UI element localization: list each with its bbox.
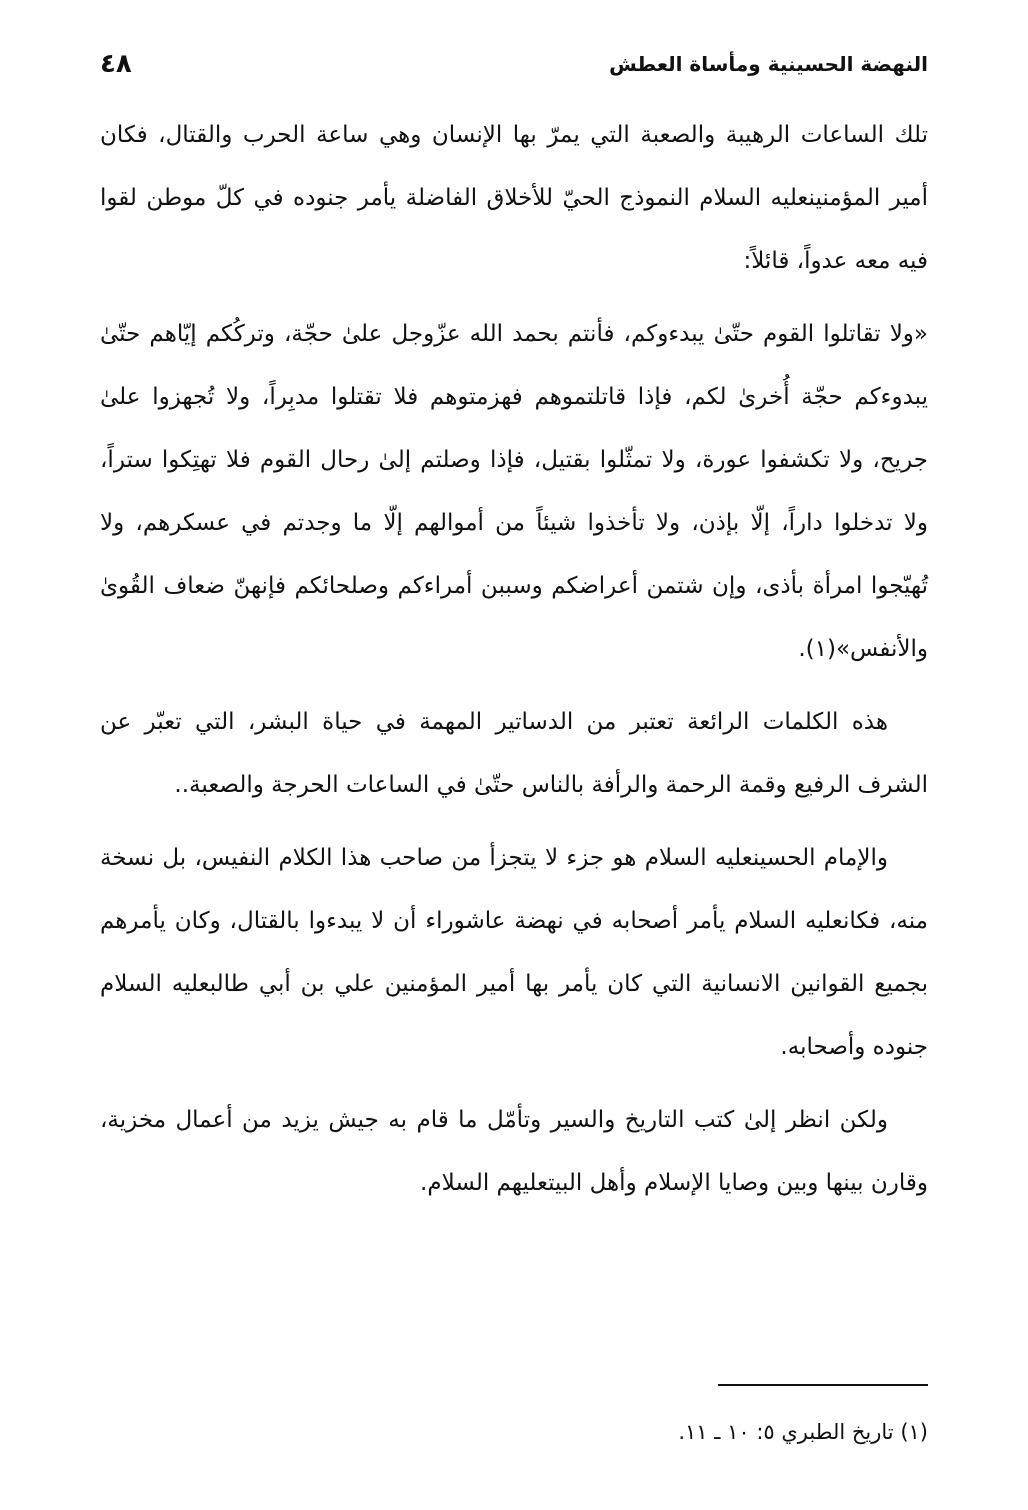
paragraph-intro: تلك الساعات الرهيبة والصعبة التي يمرّ بها الإنسان وهي ساعة الحرب والقتال، فكان أمير المؤمنينعليه السلام النموذج الحيّ للأخلاق الفاضلة يأمر جنوده في كلّ موطن لقوا فيه معه عدواً، قائلاً: bbox=[100, 122, 928, 274]
footnote-divider bbox=[718, 1384, 928, 1386]
running-title: النهضة الحسينية ومأساة العطش bbox=[609, 52, 928, 76]
paragraph-quote: «ولا تقاتلوا القوم حتّىٰ يبدءوكم، فأنتم بحمد الله عزّوجل علىٰ حجّة، وتركُكم إيّاهم حتّىٰ يبدوءكم حجّة أُخرىٰ لكم، فإذا قاتلتموهم فهزمتوهم فلا تقتلوا مدبِراً، ولا تُجهزوا علىٰ جريح، ولا تكشفوا عورة، ولا تمثّلوا بقتيل، فإذا وصلتم إلىٰ رحال القوم فلا تهتِكوا ستراً، ولا تدخلوا داراً، إلّا بإذن، ولا تأخذوا شيئاً من أموالهم إلّا ما وجدتم في عسكرهم، ولا تُهيّجوا امرأة بأذى، وإن شتمن أعراضكم وسببن أمراءكم وصلحائكم فإنهنّ ضعاف القُوىٰ والأنفس»(١). bbox=[100, 321, 928, 662]
body-text bbox=[100, 104, 928, 1225]
page-number: ٤٨ bbox=[100, 49, 132, 79]
paragraph-conclusion: ولكن انظر إلىٰ كتب التاريخ والسير وتأمّل ما قام به جيش يزيد من أعمال مخزية، وقارن بينها وبين وصايا الإسلام وأهل البيتعليهم السلام. bbox=[100, 1107, 928, 1196]
paragraph-commentary: هذه الكلمات الرائعة تعتبر من الدساتير المهمة في حياة البشر، التي تعبّر عن الشرف الرفيع وقمة الرحمة والرأفة بالناس حتّىٰ في الساعات الحرجة والصعبة.. bbox=[100, 709, 928, 798]
paragraph-imam-hussein: والإمام الحسينعليه السلام هو جزء لا يتجزأ من صاحب هذا الكلام النفيس، بل نسخة منه، فكانعليه السلام يأمر أصحابه في نهضة عاشوراء أن لا يبدءوا بالقتال، وكان يأمرهم بجميع القوانين الانسانية التي كان يأمر بها أمير المؤمنين علي بن أبي طالبعليه السلام جنوده وأصحابه. bbox=[100, 845, 928, 1060]
footnote: (١) تاريخ الطبري ٥: ١٠ ـ ١١. bbox=[678, 1420, 928, 1444]
page-header bbox=[100, 44, 928, 84]
